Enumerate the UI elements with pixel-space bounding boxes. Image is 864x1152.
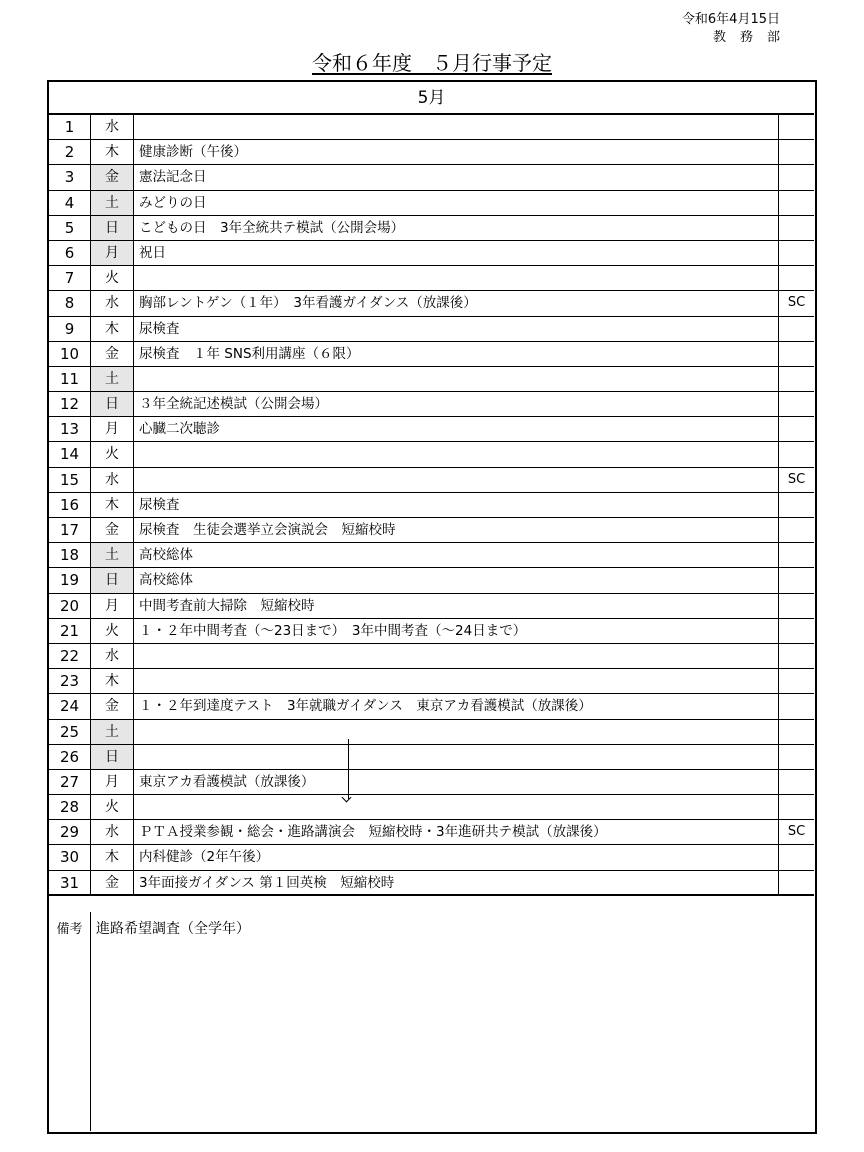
event-text: 高校総体	[134, 568, 779, 592]
schedule-row	[49, 644, 814, 669]
event-text: 健康診断（午後）	[134, 140, 779, 164]
schedule-row	[49, 669, 814, 694]
event-text: こどもの日 3年全統共テ模試（公開会場）	[134, 216, 779, 240]
sc-mark	[779, 442, 814, 466]
sc-mark: SC	[787, 295, 806, 311]
weekday: 木	[91, 317, 134, 341]
weekday: 水	[91, 644, 134, 668]
sc-mark	[779, 493, 814, 517]
schedule-grid	[49, 115, 814, 896]
day-number: 20	[49, 594, 91, 618]
weekday: 木	[91, 493, 134, 517]
event-text	[134, 115, 779, 139]
sc-mark	[779, 795, 814, 819]
event-text: 心臓二次聴診	[134, 417, 779, 441]
schedule-row	[49, 518, 814, 543]
sc-mark	[779, 165, 814, 189]
weekday: 土	[91, 191, 134, 215]
day-number: 23	[49, 669, 91, 693]
sc-mark	[779, 568, 814, 592]
schedule-row	[49, 568, 814, 593]
event-text: 内科健診（2年午後）	[134, 845, 779, 869]
weekday: 金	[91, 165, 134, 189]
sc-mark	[779, 871, 814, 894]
schedule-row	[49, 241, 814, 266]
event-text: 祝日	[134, 241, 779, 265]
weekday: 火	[91, 442, 134, 466]
schedule-row	[49, 417, 814, 442]
continuation-arrow	[348, 739, 349, 799]
schedule-row	[49, 115, 814, 140]
weekday: 木	[91, 845, 134, 869]
notes-text: 進路希望調査（全学年）	[96, 921, 250, 937]
weekday: 水	[91, 820, 134, 844]
event-text	[134, 468, 779, 492]
sc-mark	[779, 619, 814, 643]
day-number: 27	[49, 770, 91, 794]
day-number: 29	[49, 820, 91, 844]
weekday: 金	[91, 518, 134, 542]
sc-mark	[779, 342, 814, 366]
sc-mark	[779, 266, 814, 290]
schedule-row	[49, 442, 814, 467]
weekday: 日	[91, 568, 134, 592]
sc-mark	[779, 191, 814, 215]
event-text: 尿検査 １年 SNS利用講座（６限）	[134, 342, 779, 366]
event-text: 中間考査前大掃除 短縮校時	[134, 594, 779, 618]
weekday: 水	[91, 115, 134, 139]
schedule-row	[49, 795, 814, 820]
weekday: 月	[91, 770, 134, 794]
day-number: 16	[49, 493, 91, 517]
schedule-row	[49, 820, 814, 845]
schedule-row	[49, 165, 814, 190]
weekday: 木	[91, 669, 134, 693]
notes-label: 備考	[49, 912, 91, 1131]
day-number: 25	[49, 720, 91, 744]
day-number: 28	[49, 795, 91, 819]
day-number: 17	[49, 518, 91, 542]
weekday: 日	[91, 392, 134, 416]
event-text	[134, 720, 779, 744]
weekday: 火	[91, 619, 134, 643]
weekday: 月	[91, 594, 134, 618]
weekday: 金	[91, 694, 134, 718]
day-number: 31	[49, 871, 91, 894]
event-text: みどりの日	[134, 191, 779, 215]
day-number: 3	[49, 165, 91, 189]
day-number: 10	[49, 342, 91, 366]
day-number: 5	[49, 216, 91, 240]
event-text: １・２年到達度テスト 3年就職ガイダンス 東京アカ看護模試（放課後）	[134, 694, 779, 718]
weekday: 木	[91, 140, 134, 164]
schedule-row	[49, 291, 814, 316]
event-text	[134, 442, 779, 466]
sc-mark	[779, 594, 814, 618]
sc-mark	[779, 367, 814, 391]
day-number: 13	[49, 417, 91, 441]
weekday: 月	[91, 417, 134, 441]
schedule-row	[49, 745, 814, 770]
schedule-table	[47, 80, 817, 1134]
day-number: 11	[49, 367, 91, 391]
day-number: 14	[49, 442, 91, 466]
day-number: 7	[49, 266, 91, 290]
sc-mark: SC	[787, 824, 806, 840]
day-number: 22	[49, 644, 91, 668]
weekday: 水	[91, 291, 134, 315]
day-number: 1	[49, 115, 91, 139]
weekday: 土	[91, 720, 134, 744]
sc-mark	[779, 694, 814, 718]
department-name: 教務部	[712, 30, 794, 45]
day-number: 15	[49, 468, 91, 492]
event-text: 尿検査 生徒会選挙立会演説会 短縮校時	[134, 518, 779, 542]
page-title-text: 令和６年度 ５月行事予定	[312, 51, 552, 75]
schedule-row	[49, 317, 814, 342]
weekday: 火	[91, 795, 134, 819]
event-text: ３年全統記述模試（公開会場）	[134, 392, 779, 416]
sc-mark	[779, 241, 814, 265]
weekday: 金	[91, 871, 134, 894]
weekday: 日	[91, 216, 134, 240]
schedule-row	[49, 266, 814, 291]
notes-section	[49, 912, 814, 1131]
sc-mark	[779, 317, 814, 341]
schedule-row	[49, 845, 814, 870]
event-text	[134, 644, 779, 668]
event-text: 高校総体	[134, 543, 779, 567]
schedule-row	[49, 216, 814, 241]
event-text	[134, 795, 779, 819]
schedule-row	[49, 770, 814, 795]
schedule-row	[49, 619, 814, 644]
event-text: 憲法記念日	[134, 165, 779, 189]
weekday: 月	[91, 241, 134, 265]
sc-mark: SC	[787, 471, 806, 487]
schedule-row	[49, 342, 814, 367]
sc-mark	[779, 216, 814, 240]
event-text: １・２年中間考査（～23日まで） 3年中間考査（～24日まで）	[134, 619, 779, 643]
day-number: 9	[49, 317, 91, 341]
event-text: 東京アカ看護模試（放課後）	[134, 770, 779, 794]
weekday: 土	[91, 543, 134, 567]
schedule-row	[49, 594, 814, 619]
schedule-row	[49, 720, 814, 745]
month-header: 5月	[49, 82, 814, 115]
weekday: 火	[91, 266, 134, 290]
day-number: 18	[49, 543, 91, 567]
day-number: 2	[49, 140, 91, 164]
sc-mark	[779, 417, 814, 441]
event-text: 胸部レントゲン（１年） 3年看護ガイダンス（放課後）	[134, 291, 779, 315]
schedule-row	[49, 367, 814, 392]
sc-mark	[779, 644, 814, 668]
schedule-row	[49, 191, 814, 216]
sc-mark	[779, 140, 814, 164]
event-text: 尿検査	[134, 493, 779, 517]
schedule-row	[49, 468, 814, 493]
day-number: 8	[49, 291, 91, 315]
event-text	[134, 745, 779, 769]
day-number: 19	[49, 568, 91, 592]
sc-mark	[779, 745, 814, 769]
day-number: 12	[49, 392, 91, 416]
event-text: 3年面接ガイダンス 第１回英検 短縮校時	[134, 871, 779, 894]
schedule-row	[49, 493, 814, 518]
weekday: 日	[91, 745, 134, 769]
day-number: 30	[49, 845, 91, 869]
weekday: 土	[91, 367, 134, 391]
day-number: 6	[49, 241, 91, 265]
schedule-row	[49, 140, 814, 165]
day-number: 4	[49, 191, 91, 215]
event-text: 尿検査	[134, 317, 779, 341]
weekday: 金	[91, 342, 134, 366]
schedule-row	[49, 392, 814, 417]
sc-mark	[779, 518, 814, 542]
sc-mark	[779, 770, 814, 794]
sc-mark	[779, 543, 814, 567]
page-title	[0, 50, 864, 76]
schedule-row	[49, 871, 814, 896]
day-number: 21	[49, 619, 91, 643]
day-number: 24	[49, 694, 91, 718]
sc-mark	[779, 845, 814, 869]
event-text	[134, 367, 779, 391]
sc-mark	[779, 720, 814, 744]
event-text: ＰＴＡ授業参観・総会・進路講演会 短縮校時・3年進研共テ模試（放課後）	[134, 820, 779, 844]
day-number: 26	[49, 745, 91, 769]
sc-mark	[779, 392, 814, 416]
event-text	[134, 669, 779, 693]
event-text	[134, 266, 779, 290]
sc-mark	[779, 115, 814, 139]
schedule-row	[49, 543, 814, 568]
issue-date: 令和6年4月15日	[681, 12, 780, 27]
weekday: 水	[91, 468, 134, 492]
schedule-row	[49, 694, 814, 719]
sc-mark	[779, 669, 814, 693]
